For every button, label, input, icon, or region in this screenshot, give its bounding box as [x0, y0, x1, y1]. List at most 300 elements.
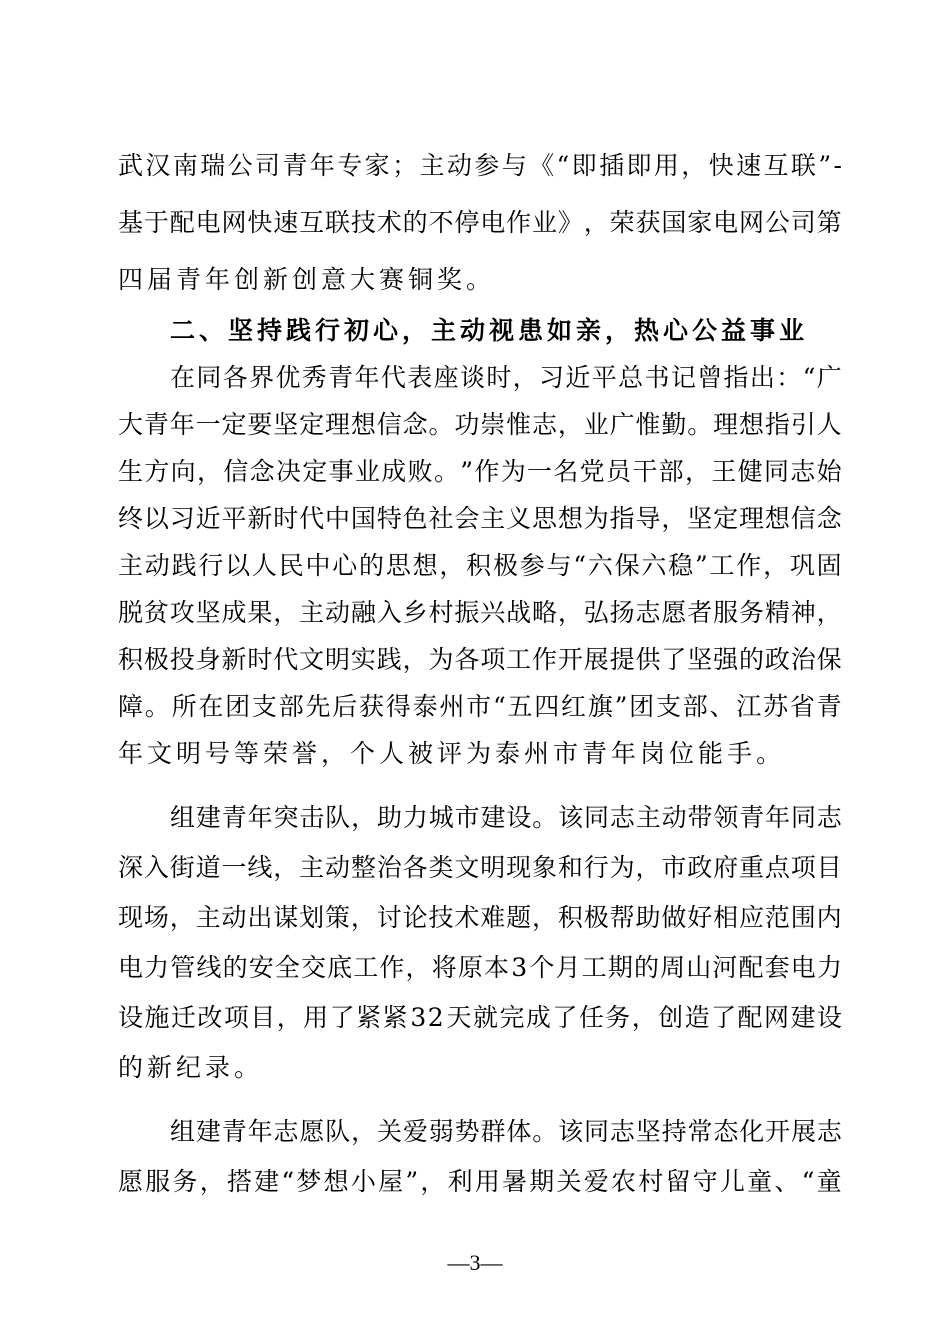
text-char: 愿 — [661, 598, 687, 627]
text-char: 市 — [661, 853, 687, 882]
text-char: 建 — [195, 803, 221, 832]
text-char: 2 — [427, 1003, 444, 1032]
text-char: 主 — [299, 598, 325, 627]
text-char: 败 — [407, 457, 433, 486]
text-char: 障 — [118, 692, 144, 721]
text-char: 务 — [172, 1167, 198, 1196]
text-char: 领 — [713, 803, 739, 832]
text-char: 终 — [118, 504, 144, 533]
text-char: 群 — [480, 1117, 506, 1146]
text-char: 果 — [247, 598, 273, 627]
text-char: 公 — [227, 151, 253, 180]
text-char: 。 — [428, 410, 454, 439]
text-char: 青 — [282, 151, 308, 180]
text-char: 配 — [169, 208, 195, 237]
text-char: 志 — [609, 803, 635, 832]
text-char: 底 — [327, 953, 353, 982]
text-char: 治 — [376, 853, 402, 882]
text-char: 作 — [474, 457, 500, 486]
text-char: 义 — [506, 504, 532, 533]
text-char: 青 — [328, 363, 354, 392]
text-char: 整 — [350, 853, 376, 882]
text-char: 组 — [170, 803, 196, 832]
text-char: 谈 — [459, 363, 485, 392]
text-char: 府 — [713, 853, 739, 882]
text-char: 得 — [385, 692, 411, 721]
text-char: 《 — [529, 151, 555, 180]
text-char: 平 — [221, 504, 247, 533]
text-char: ” — [818, 151, 832, 180]
text-char: 向 — [170, 457, 196, 486]
text-char: 管 — [170, 953, 196, 982]
text-char: 脱 — [118, 598, 144, 627]
text-char: 年 — [765, 803, 791, 832]
text-char: 部 — [278, 692, 304, 721]
text-char: 3 — [410, 1003, 427, 1032]
text-char: 应 — [739, 903, 765, 932]
text-line — [118, 205, 842, 241]
text-line: 的新纪录。 — [118, 1053, 264, 1082]
text-char: 持 — [661, 1117, 687, 1146]
text-char: 坚 — [635, 1117, 661, 1146]
text-char: 投 — [169, 645, 195, 674]
text-char: 身 — [195, 645, 221, 674]
text-char: ， — [420, 1167, 446, 1196]
text-char: 习 — [169, 504, 195, 533]
text-char: 常 — [687, 1117, 713, 1146]
text-char: 强 — [713, 645, 739, 674]
text-char: 网 — [221, 208, 247, 237]
text-char: 务 — [739, 598, 765, 627]
text-char: 成 — [525, 1003, 551, 1032]
text-char: 一 — [195, 410, 221, 439]
text-line — [118, 900, 842, 936]
text-char: 交 — [300, 953, 326, 982]
text-char: 振 — [454, 598, 480, 627]
text-line — [118, 950, 842, 986]
text-char: 武 — [118, 151, 144, 180]
text-char: 街 — [169, 853, 195, 882]
text-char: 业 — [583, 410, 609, 439]
text-char: 主 — [195, 903, 221, 932]
text-char: 国 — [661, 208, 687, 237]
text-char: 时 — [273, 504, 299, 533]
text-char: 带 — [687, 803, 713, 832]
text-char: ， — [816, 598, 842, 627]
text-char: 谋 — [273, 903, 299, 932]
text-char: 作 — [736, 551, 762, 580]
text-char: 事 — [328, 457, 354, 486]
text-char: ” — [460, 457, 474, 486]
text-char: 改 — [197, 1003, 223, 1032]
text-char: 指 — [609, 504, 635, 533]
text-char: 秀 — [301, 363, 327, 392]
text-char: 以 — [225, 551, 251, 580]
text-char: 小 — [350, 1167, 376, 1196]
text-char: 象 — [532, 853, 558, 882]
text-char: 论 — [402, 903, 428, 932]
text-char: 志 — [635, 598, 661, 627]
text-char: ， — [276, 1003, 302, 1032]
text-char: 动 — [446, 151, 472, 180]
text-char: 固 — [816, 551, 842, 580]
text-line — [118, 454, 842, 490]
text-char: 了 — [661, 645, 687, 674]
text-char: 时 — [247, 645, 273, 674]
text-char: 部 — [682, 692, 708, 721]
text-char: 年 — [247, 803, 273, 832]
text-char: 深 — [118, 853, 144, 882]
text-char: 指 — [764, 410, 790, 439]
text-char: 用 — [303, 1003, 329, 1032]
text-char: 。 — [433, 457, 459, 486]
text-char: ， — [661, 504, 687, 533]
text-char: 电 — [195, 208, 221, 237]
text-char: 公 — [764, 208, 790, 237]
text-line — [118, 850, 842, 886]
text-char: 主 — [118, 551, 144, 580]
text-char: 爱 — [402, 1117, 428, 1146]
text-char: 融 — [350, 598, 376, 627]
text-char: 积 — [466, 551, 492, 580]
text-char: 线 — [196, 953, 222, 982]
text-char: 为 — [500, 457, 526, 486]
text-char: 司 — [790, 208, 816, 237]
text-char: 供 — [635, 645, 661, 674]
text-char: 理 — [325, 410, 351, 439]
text-char: 村 — [428, 598, 454, 627]
text-char: 建 — [254, 1167, 280, 1196]
text-char: 建 — [790, 1003, 816, 1032]
text-char: ， — [557, 598, 583, 627]
text-char: 广 — [816, 363, 842, 392]
text-char: 月 — [555, 953, 581, 982]
text-char: 组 — [170, 1117, 196, 1146]
text-char: 展 — [583, 645, 609, 674]
text-char: 目 — [250, 1003, 276, 1032]
text-char: 童 — [816, 1167, 842, 1196]
text-char: 各 — [402, 853, 428, 882]
text-char: 各 — [454, 645, 480, 674]
text-char: 利 — [447, 1167, 473, 1196]
text-char: 即 — [626, 151, 652, 180]
text-char: 曾 — [697, 363, 723, 392]
text-char: - — [833, 151, 842, 180]
text-char: 市 — [466, 692, 492, 721]
text-char: 功 — [454, 410, 480, 439]
text-char: 入 — [143, 853, 169, 882]
text-char: 志 — [609, 1117, 635, 1146]
text-char: 同 — [196, 363, 222, 392]
text-char: 作 — [506, 208, 532, 237]
text-char: 项 — [480, 645, 506, 674]
text-char: 青 — [221, 1117, 247, 1146]
text-char: 代 — [273, 645, 299, 674]
text-char: 联 — [325, 208, 351, 237]
text-char: 好 — [687, 903, 713, 932]
text-char: 旗 — [587, 692, 613, 721]
text-line — [118, 800, 842, 836]
text-char: 为 — [609, 853, 635, 882]
text-char: 讨 — [376, 903, 402, 932]
text-char: 现 — [506, 853, 532, 882]
text-char: “ — [556, 151, 570, 180]
text-char: ” — [405, 1167, 419, 1196]
text-char: 信 — [790, 504, 816, 533]
text-char: 不 — [428, 208, 454, 237]
text-char: 队 — [325, 1117, 351, 1146]
text-char: 动 — [661, 803, 687, 832]
text-char: 该 — [558, 803, 584, 832]
text-char: 荣 — [609, 208, 635, 237]
text-char: 用 — [474, 1167, 500, 1196]
text-char: 引 — [790, 410, 816, 439]
text-char: 积 — [118, 645, 144, 674]
text-char: 专 — [337, 151, 363, 180]
text-char: 想 — [739, 410, 765, 439]
text-char: 期 — [607, 953, 633, 982]
text-char: 的 — [633, 953, 659, 982]
text-char: 座 — [433, 363, 459, 392]
text-char: 技 — [350, 208, 376, 237]
text-char: 极 — [143, 645, 169, 674]
text-char: 与 — [501, 151, 527, 180]
text-char: ， — [351, 803, 377, 832]
text-char: ， — [351, 1117, 377, 1146]
text-char: 儿 — [719, 1167, 745, 1196]
text-char: 者 — [687, 598, 713, 627]
text-char: 停 — [454, 208, 480, 237]
text-char: 全 — [274, 953, 300, 982]
text-char: 方 — [144, 457, 170, 486]
text-char: 态 — [713, 1117, 739, 1146]
text-char: 周 — [660, 953, 686, 982]
text-char: 书 — [644, 363, 670, 392]
text-char: 》 — [557, 208, 583, 237]
text-char: 项 — [790, 853, 816, 882]
text-char: 安 — [248, 953, 274, 982]
text-char: 的 — [222, 953, 248, 982]
text-char: 围 — [790, 903, 816, 932]
text-char: 坚 — [273, 410, 299, 439]
text-line: 年文明号等荣誉，个人被评为泰州市青年岗位能手。 — [118, 739, 786, 768]
text-char: 与 — [546, 551, 572, 580]
text-char: 配 — [738, 953, 764, 982]
text-char: 南 — [172, 151, 198, 180]
text-char: 相 — [713, 903, 739, 932]
text-char: 文 — [299, 645, 325, 674]
text-char: 同 — [584, 803, 610, 832]
text-char: 近 — [565, 363, 591, 392]
text-char: 屋 — [378, 1167, 404, 1196]
text-char: 的 — [402, 208, 428, 237]
text-char: 平 — [591, 363, 617, 392]
text-char: 神 — [790, 598, 816, 627]
text-char: 司 — [255, 151, 281, 180]
text-char: 为 — [583, 504, 609, 533]
text-char: ， — [169, 903, 195, 932]
text-char: 精 — [764, 598, 790, 627]
text-char: 团 — [629, 692, 655, 721]
text-char: 快 — [708, 151, 734, 180]
text-char: 留 — [665, 1167, 691, 1196]
text-char: 后 — [332, 692, 358, 721]
text-char: 念 — [816, 504, 842, 533]
text-char: 入 — [376, 598, 402, 627]
text-char: 各 — [222, 363, 248, 392]
text-char: 主 — [419, 151, 445, 180]
text-char: 助 — [377, 803, 403, 832]
text-char: 新 — [221, 645, 247, 674]
text-char: 的 — [359, 551, 385, 580]
text-char: 家 — [364, 151, 390, 180]
text-char: 难 — [480, 903, 506, 932]
text-line — [118, 148, 842, 184]
text-char: 技 — [428, 903, 454, 932]
text-char: 作 — [379, 953, 405, 982]
text-line — [118, 548, 842, 584]
text-char: 紧 — [356, 1003, 382, 1032]
text-line — [118, 595, 842, 631]
text-char: 定 — [713, 504, 739, 533]
text-char: 道 — [195, 853, 221, 882]
text-char: 战 — [506, 598, 532, 627]
text-char: 人 — [816, 410, 842, 439]
text-char: 主 — [635, 803, 661, 832]
text-char: 部 — [658, 457, 684, 486]
text-char: 基 — [118, 208, 144, 237]
text-char: 理 — [739, 504, 765, 533]
text-char: 工 — [709, 551, 735, 580]
text-char: ， — [273, 853, 299, 882]
text-char: 年 — [169, 410, 195, 439]
text-char: 政 — [687, 853, 713, 882]
text-char: 汉 — [145, 151, 171, 180]
text-char: 决 — [275, 457, 301, 486]
text-char: 同 — [791, 803, 817, 832]
text-char: 将 — [431, 953, 457, 982]
text-char: 势 — [454, 1117, 480, 1146]
text-char: 总 — [618, 363, 644, 392]
text-char: 保 — [614, 551, 640, 580]
text-char: 苏 — [763, 692, 789, 721]
text-char: 快 — [247, 208, 273, 237]
text-char: 服 — [145, 1167, 171, 1196]
text-line — [118, 689, 842, 725]
text-char: 极 — [492, 551, 518, 580]
text-char: 惟 — [635, 410, 661, 439]
text-char: 了 — [711, 1003, 737, 1032]
text-char: 重 — [739, 853, 765, 882]
text-char: 稳 — [668, 551, 694, 580]
text-char: 成 — [381, 457, 407, 486]
text-char: 速 — [736, 151, 762, 180]
text-char: 策 — [325, 903, 351, 932]
text-char: 农 — [610, 1167, 636, 1196]
text-char: 志 — [273, 1117, 299, 1146]
text-char: 员 — [606, 457, 632, 486]
text-char: 了 — [329, 1003, 355, 1032]
text-char: 想 — [764, 504, 790, 533]
text-char: 要 — [247, 410, 273, 439]
text-char: 。 — [687, 410, 713, 439]
text-char: 造 — [684, 1003, 710, 1032]
text-char: 江 — [736, 692, 762, 721]
text-char: 配 — [737, 1003, 763, 1032]
text-char: 明 — [325, 645, 351, 674]
text-char: ， — [199, 1167, 225, 1196]
text-char: 青 — [739, 803, 765, 832]
text-char: 设 — [506, 803, 532, 832]
text-char: 动 — [221, 903, 247, 932]
text-char: ， — [763, 551, 789, 580]
text-char: 成 — [221, 598, 247, 627]
text-char: 青 — [221, 803, 247, 832]
text-char: 念 — [249, 457, 275, 486]
text-char: 志 — [816, 803, 842, 832]
text-char: 创 — [658, 1003, 684, 1032]
text-char: 动 — [325, 598, 351, 627]
text-char: 城 — [428, 803, 454, 832]
text-char: 出 — [247, 903, 273, 932]
text-char: 极 — [583, 903, 609, 932]
text-char: ， — [631, 1003, 657, 1032]
text-char: “ — [281, 1167, 295, 1196]
text-char: 党 — [579, 457, 605, 486]
text-char: ： — [776, 363, 802, 392]
text-char: 定 — [299, 410, 325, 439]
text-char: 先 — [305, 692, 331, 721]
text-char: 助 — [635, 903, 661, 932]
text-char: 做 — [661, 903, 687, 932]
text-char: 想 — [557, 504, 583, 533]
text-char: 想 — [323, 1167, 349, 1196]
text-char: 项 — [223, 1003, 249, 1032]
text-char: ， — [681, 151, 707, 180]
text-char: 用 — [653, 151, 679, 180]
text-char: 体 — [506, 1117, 532, 1146]
text-char: 六 — [587, 551, 613, 580]
text-char: 中 — [305, 551, 331, 580]
text-char: 在 — [170, 363, 196, 392]
text-char: 青 — [816, 692, 842, 721]
text-char: 术 — [454, 903, 480, 932]
text-char: 速 — [273, 208, 299, 237]
text-char: 信 — [223, 457, 249, 486]
text-char: 省 — [789, 692, 815, 721]
text-char: 业 — [532, 208, 558, 237]
text-char: 爱 — [583, 1167, 609, 1196]
text-char: 志 — [532, 410, 558, 439]
text-char: 范 — [764, 903, 790, 932]
text-char: 定 — [221, 410, 247, 439]
text-char: 了 — [552, 1003, 578, 1032]
text-char: 套 — [764, 953, 790, 982]
text-char: 兴 — [480, 598, 506, 627]
text-char: 在 — [198, 692, 224, 721]
text-char: 攻 — [169, 598, 195, 627]
text-char: 出 — [749, 363, 775, 392]
text-line — [118, 1164, 842, 1200]
text-char: 暑 — [502, 1167, 528, 1196]
text-char: 积 — [557, 903, 583, 932]
text-char: 社 — [428, 504, 454, 533]
text-char: 题 — [506, 903, 532, 932]
text-char: ， — [405, 953, 431, 982]
text-char: 思 — [385, 551, 411, 580]
text-line — [118, 1000, 842, 1036]
text-char: 获 — [359, 692, 385, 721]
